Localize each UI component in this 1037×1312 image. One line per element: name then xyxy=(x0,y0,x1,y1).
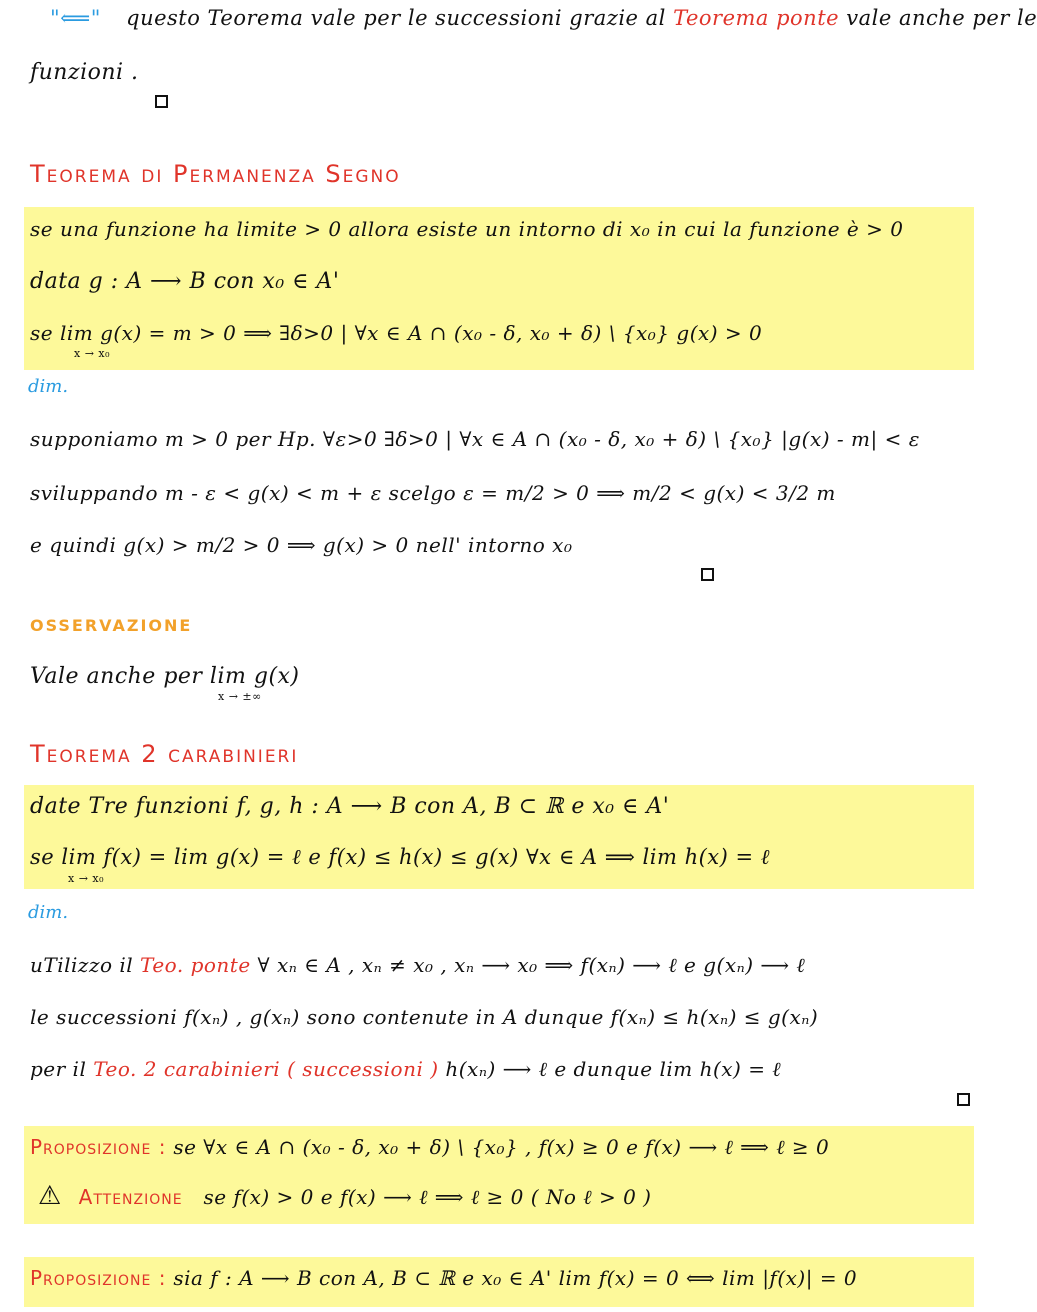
intro-line-1 xyxy=(50,6,1037,30)
observation-text: Vale anche per lim g(x) xyxy=(30,664,300,689)
proposition-2-text: sia f : A ⟶ B con A, B ⊂ ℝ e x₀ ∈ A' lim f(x) = 0 ⟺ lim |f(x)| = 0 xyxy=(173,1266,858,1290)
proof-2-l1-b: ∀ xₙ ∈ A , xₙ ≠ x₀ , xₙ ⟶ x₀ ⟹ f(xₙ) ⟶ ℓ e g(xₙ) ⟶ ℓ xyxy=(257,953,806,977)
proof-2-label: dim. xyxy=(28,902,69,923)
proof-1-line-3: e quindi g(x) > m/2 > 0 ⟹ g(x) > 0 nell' intorno x₀ xyxy=(30,533,573,557)
proof-2-line-3 xyxy=(30,1057,781,1082)
theorem-carabinieri-line-1: date Tre funzioni f, g, h : A ⟶ B con A, B ⊂ ℝ e x₀ ∈ A' xyxy=(30,794,670,819)
theorem-ponte-ref: Teorema ponte xyxy=(673,6,840,30)
theorem-segno-lim-sub: x → x₀ xyxy=(74,347,111,360)
theorem-carabinieri-line-2: se lim f(x) = lim g(x) = ℓ e f(x) ≤ h(x) ≤ g(x) ∀x ∈ A ⟹ lim h(x) = ℓ xyxy=(30,845,771,869)
proof-2-l3-b: h(xₙ) ⟶ ℓ e dunque lim h(x) = ℓ xyxy=(445,1057,782,1081)
theorem-carabinieri-title: Teorema 2 carabinieri xyxy=(30,740,299,768)
theorem-carabinieri-lim-sub: x → x₀ xyxy=(68,872,105,885)
observation-title: OSSERVAZIONE xyxy=(30,616,193,635)
warning-triangle-icon: ⚠ xyxy=(38,1181,62,1211)
intro-text-before: questo Teorema vale per le successioni grazie al xyxy=(126,6,666,30)
proof-1-line-2: sviluppando m - ε < g(x) < m + ε scelgo ε = m/2 > 0 ⟹ m/2 < g(x) < 3/2 m xyxy=(30,481,836,505)
theorem-segno-line-3: se lim g(x) = m > 0 ⟹ ∃δ>0 | ∀x ∈ A ∩ (x₀ - δ, x₀ + δ) \ {x₀} g(x) > 0 xyxy=(30,321,763,345)
proposition-1-line xyxy=(30,1135,829,1160)
proposition-1-text: se ∀x ∈ A ∩ (x₀ - δ, x₀ + δ) \ {x₀} , f(x) ≥ 0 e f(x) ⟶ ℓ ⟹ ℓ ≥ 0 xyxy=(173,1135,830,1159)
qed-square-icon xyxy=(155,95,168,108)
theorem-ponte-ref: Teo. ponte xyxy=(140,953,251,977)
theorem-carabinieri-ref: Teo. 2 carabinieri ( successioni ) xyxy=(93,1057,439,1081)
warning-line xyxy=(38,1181,651,1211)
proof-2-l1-a: uTilizzo il xyxy=(30,953,134,977)
proof-1-label: dim. xyxy=(28,376,69,397)
warning-text: se f(x) > 0 e f(x) ⟶ ℓ ⟹ ℓ ≥ 0 ( No ℓ > 0 ) xyxy=(203,1185,652,1209)
proof-2-line-1 xyxy=(30,953,805,978)
implies-arrow: "⟸" xyxy=(50,6,101,30)
proposition-2-label: Proposizione : xyxy=(30,1266,167,1290)
theorem-segno-title: Teorema di Permanenza Segno xyxy=(30,160,401,188)
intro-line-2: funzioni . xyxy=(30,60,139,85)
proof-2-line-2: le successioni f(xₙ) , g(xₙ) sono contenute in A dunque f(xₙ) ≤ h(xₙ) ≤ g(xₙ) xyxy=(30,1005,819,1029)
theorem-segno-line-2: data g : A ⟶ B con x₀ ∈ A' xyxy=(30,269,340,294)
proposition-2-line xyxy=(30,1266,857,1290)
qed-square-icon xyxy=(957,1093,970,1106)
proposition-1-label: Proposizione : xyxy=(30,1135,167,1159)
proof-1-line-1: supponiamo m > 0 per Hp. ∀ε>0 ∃δ>0 | ∀x ∈ A ∩ (x₀ - δ, x₀ + δ) \ {x₀} |g(x) - m| < ε xyxy=(30,427,920,451)
qed-square-icon xyxy=(701,568,714,581)
observation-lim-sub: x → ±∞ xyxy=(218,690,262,703)
theorem-segno-line-1: se una funzione ha limite > 0 allora esiste un intorno di x₀ in cui la funzione è > 0 xyxy=(30,217,904,241)
intro-text-after: vale anche per le xyxy=(846,6,1037,30)
warning-label: Attenzione xyxy=(78,1185,183,1209)
proof-2-l3-a: per il xyxy=(30,1057,87,1081)
